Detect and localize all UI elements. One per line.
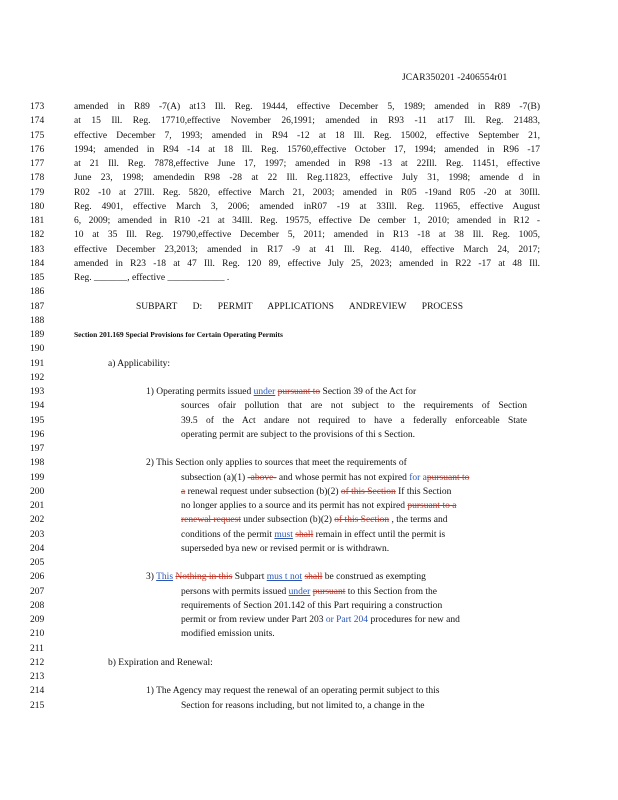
text-segment: renewal request under subsection (b)(2) [185, 486, 341, 497]
text-segment: June 23, 1998; amendedin R98 -28 at 22 Ill. Reg.11823, effective July 31, 1998; amende d in [74, 173, 540, 184]
text-line [74, 100, 540, 114]
text-segment: 10 at 35 Ill. Reg. 19790,effective December 5, 2011; amended in R13 -18 at 38 Ill. Reg. 1005, [74, 230, 540, 241]
text-segment: amended in R89 -7(A) at13 Ill. Reg. 19444, effective December 5, 1989; amended in R89 -7(B) [74, 102, 540, 112]
text-segment: at 15 Ill. Reg. 17710,effective November 26,1991; amended in R93 -11 at17 Ill. Reg. 21483, [74, 116, 540, 127]
line-number: 197 [30, 444, 45, 454]
line-number: 210 [30, 629, 45, 640]
deleted-text: renewal request [181, 515, 241, 526]
line-number: 187 [30, 301, 45, 312]
text-line [146, 456, 407, 470]
text-segment: SUBPART D: PERMIT APPLICATIONS ANDREVIEW PROCESS [136, 301, 463, 312]
text-segment: 6, 2009; amended in R10 -21 at 34Ill. Reg. 19575, effective De cember 1, 2010; amended in R12 - [74, 216, 540, 226]
text-line [181, 699, 425, 713]
text-line [136, 300, 463, 314]
text-line [181, 499, 456, 513]
text-line [181, 627, 275, 641]
line-number: 198 [30, 458, 45, 469]
text-segment: superseded bya new or revised permit or is withdrawn. [181, 543, 390, 554]
line-number: 175 [30, 130, 45, 141]
line-number: 177 [30, 159, 45, 169]
line-number: 195 [30, 415, 45, 426]
text-line [74, 200, 540, 214]
text-line [74, 328, 283, 342]
text-segment: and whose permit has not expired [276, 472, 410, 483]
text-line [108, 656, 213, 670]
text-segment: b) Expiration and Renewal: [108, 657, 213, 668]
text-segment: procedures for new and [368, 615, 460, 625]
text-segment: subsection (a)(1) [181, 472, 248, 483]
text-line [74, 271, 229, 285]
line-number: 184 [30, 258, 45, 269]
text-segment: effective December 7, 1993; amended in R94 -12 at 18 Ill. Reg. 15002, effective September 21, [74, 130, 540, 141]
text-line [74, 171, 540, 185]
text-line [181, 471, 469, 485]
text-segment: R02 -10 at 27Ill. Reg. 5820, effective March 21, 2003; amended in R05 -19and R05 -20 at 30Ill. [74, 187, 540, 198]
inserted-text: under [253, 387, 276, 397]
text-segment: to this Section from the [345, 586, 437, 597]
text-line [181, 428, 415, 442]
line-number: 213 [30, 672, 45, 682]
text-segment: requirements of Section 201.142 of this Part requiring a construction [181, 600, 443, 611]
line-number: 206 [30, 572, 45, 583]
line-number: 194 [30, 401, 45, 412]
deleted-text: of this Section [334, 515, 390, 526]
line-number: 180 [30, 201, 45, 212]
line-number: 188 [30, 315, 45, 326]
text-segment: or Part 204 [325, 615, 369, 625]
text-line [74, 257, 540, 271]
deleted-text: of this Section [340, 486, 396, 497]
text-segment: operating permit are subject to the provisions of thi s Section. [181, 429, 416, 440]
deleted-text: pursuant to a [407, 501, 457, 511]
text-line [181, 485, 451, 499]
text-line [146, 684, 439, 698]
inserted-text: must [274, 529, 293, 540]
line-number: 173 [30, 102, 45, 112]
text-line [181, 414, 527, 428]
text-segment: 1994; amended in R94 -14 at 18 Ill. Reg. 15760,effective October 17, 1994; amended in R96 -17 [74, 144, 540, 155]
text-segment: , the terms and [389, 515, 448, 526]
text-segment: effective December 23,2013; amended in R17 -9 at 41 Ill. Reg. 4140, effective March 24, 2017; [74, 244, 540, 255]
text-line [146, 385, 416, 399]
text-line [74, 157, 540, 171]
line-number: 185 [30, 273, 45, 283]
line-number: 209 [30, 615, 45, 625]
line-number: 214 [30, 686, 45, 697]
deleted-text: pursuant to [426, 472, 470, 483]
line-number: 207 [30, 586, 45, 597]
line-number: 190 [30, 344, 45, 355]
document-header-id: JCAR350201 -2406554r01 [402, 73, 508, 83]
inserted-text: under [288, 586, 311, 597]
text-line [74, 228, 540, 242]
text-line [181, 513, 447, 527]
text-segment: conditions of the permit [181, 529, 275, 540]
line-number: 212 [30, 657, 45, 668]
text-segment: under subsection (b)(2) [240, 515, 335, 526]
text-line [74, 186, 540, 200]
text-line [146, 570, 426, 584]
line-number: 215 [30, 700, 45, 711]
text-line [181, 528, 445, 542]
text-segment: at 21 Ill. Reg. 7878,effective June 17, 1997; amended in R98 -13 at 22Ill. Reg. 11451, effective [74, 159, 540, 169]
text-segment: 3) [146, 572, 157, 583]
text-segment: no longer applies to a source and its permit has not expired [181, 501, 408, 511]
line-number: 196 [30, 429, 45, 440]
text-segment: Section 201.169 Special Provisions for Certain Operating Permits [74, 330, 283, 339]
deleted-text: a [181, 486, 186, 497]
line-number: 179 [30, 187, 45, 198]
line-number: 174 [30, 116, 45, 127]
text-segment: amended in R23 -18 at 47 Ill. Reg. 120 89, effective July 25, 2023; amended in R22 -17 at 48 Ill. [74, 258, 540, 269]
text-segment: Reg. 4901, effective March 3, 2006; amended inR07 -19 at 33Ill. Reg. 11965, effective August [74, 201, 540, 212]
line-number: 183 [30, 244, 45, 255]
text-line [108, 357, 170, 371]
text-segment: 1) The Agency may request the renewal of an operating permit subject to this [146, 686, 440, 697]
text-segment: permit or from review under Part 203 [181, 615, 326, 625]
line-number: 211 [30, 643, 44, 654]
text-segment: a) Applicability: [108, 358, 171, 369]
text-segment: 39.5 of the Act andare not required to have a federally enforceable State [181, 415, 527, 426]
text-segment: remain in effect until the permit is [313, 529, 446, 540]
text-line [181, 599, 442, 613]
text-line [74, 129, 540, 143]
line-number: 201 [30, 501, 45, 511]
line-number: 181 [30, 216, 45, 226]
line-number: 199 [30, 472, 45, 483]
deleted-text: -above- [247, 472, 277, 483]
text-segment: Section for reasons including, but not limited to, a change in the [181, 700, 425, 711]
line-number: 200 [30, 486, 45, 497]
line-number: 189 [30, 330, 45, 340]
line-number: 193 [30, 387, 45, 397]
text-segment: Section 39 of the Act for [320, 387, 417, 397]
line-number: 192 [30, 372, 45, 383]
line-number: 191 [30, 358, 45, 369]
text-segment: sources ofair pollution that are not subject to the requirements of Section [181, 401, 527, 412]
deleted-text: pursuant to [277, 387, 321, 397]
line-number: 182 [30, 230, 45, 241]
deleted-text: shall [304, 572, 323, 583]
text-line [181, 542, 389, 556]
inserted-text: This [156, 572, 174, 583]
text-line [181, 399, 527, 413]
line-number: 186 [30, 287, 45, 298]
text-segment: Reg. _______, effective ____________ . [74, 273, 230, 283]
text-line [74, 143, 540, 157]
text-segment: be construed as exempting [322, 572, 426, 583]
line-number: 178 [30, 173, 45, 184]
text-line [74, 114, 540, 128]
line-number: 176 [30, 144, 45, 155]
line-number: 205 [30, 558, 45, 568]
text-segment: for a [409, 472, 427, 483]
text-segment: modified emission units. [181, 629, 275, 640]
text-segment: 1) Operating permits issued [146, 387, 254, 397]
text-segment: Subpart [232, 572, 267, 583]
line-number: 203 [30, 529, 45, 540]
text-segment: 2) This Section only applies to sources that meet the requirements of [146, 458, 407, 469]
text-line [74, 214, 540, 228]
text-segment: persons with permits issued [181, 586, 289, 597]
text-line [181, 585, 437, 599]
deleted-text: pursuant [312, 586, 346, 597]
deleted-text: Nothing in this [175, 572, 233, 583]
deleted-text: shall [295, 529, 314, 540]
text-segment: If this Section [395, 486, 452, 497]
text-line [74, 243, 540, 257]
line-number: 202 [30, 515, 45, 526]
inserted-text: mus t not [266, 572, 303, 583]
line-number: 208 [30, 600, 45, 611]
line-number: 204 [30, 543, 45, 554]
text-line [181, 613, 460, 627]
